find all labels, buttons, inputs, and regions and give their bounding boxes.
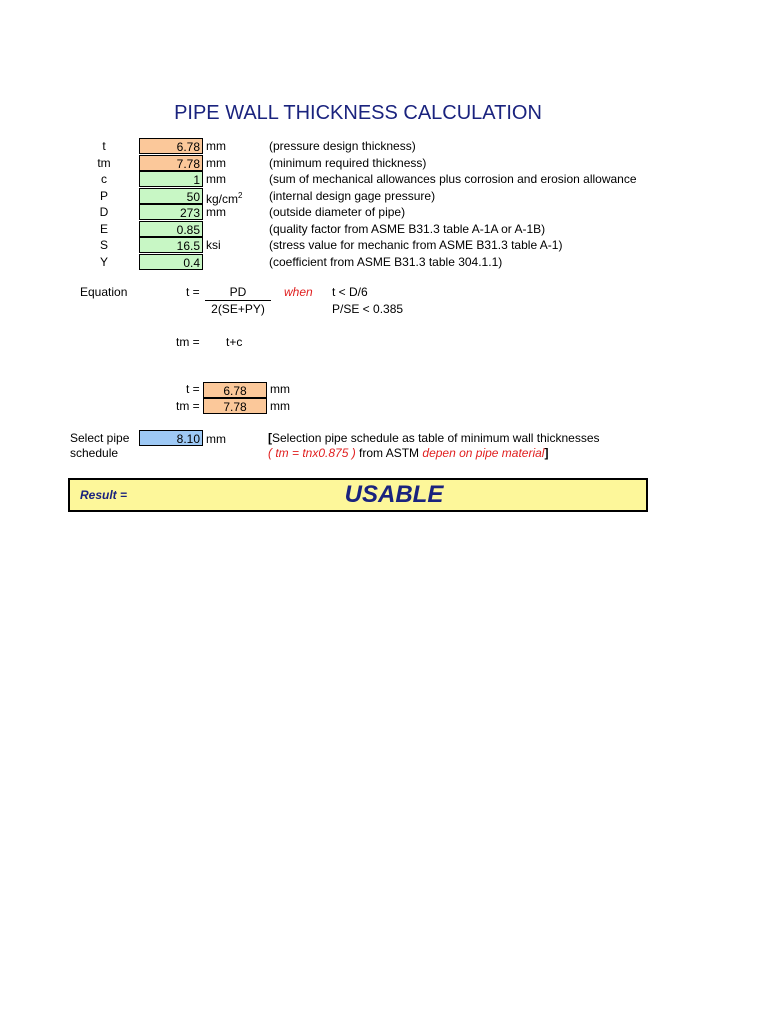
input-value-cell[interactable]: 1: [139, 171, 203, 187]
equation-t-label: t =: [186, 285, 200, 299]
input-description: (stress value for mechanic from ASME B31.3 table A-1): [269, 238, 563, 252]
equation-label: Equation: [80, 285, 128, 299]
input-unit: [206, 155, 226, 171]
input-symbol: D: [99, 205, 109, 219]
tm-formula-note: ( tm = tnx0.875 ): [268, 446, 356, 460]
condition-2: P/SE < 0.385: [332, 302, 404, 316]
result-tm-unit: mm: [270, 399, 290, 413]
input-value-cell[interactable]: 7.78: [139, 155, 203, 171]
result-tm-label: tm =: [176, 399, 200, 413]
result-label: Result =: [80, 488, 128, 502]
equation-denominator: 2(SE+PY): [211, 302, 265, 316]
input-value-cell[interactable]: 273: [139, 204, 203, 220]
input-unit: [206, 171, 226, 187]
input-symbol: Y: [99, 255, 108, 269]
equation-when: when: [284, 285, 313, 299]
input-unit-text: ksi: [206, 238, 221, 252]
input-symbol: S: [99, 238, 108, 252]
input-value-cell[interactable]: 0.4: [139, 254, 203, 270]
equation-tm-expr: t+c: [226, 335, 243, 349]
fraction-line: [205, 300, 271, 301]
selection-note-line2: ( tm = tnx0.875 ) from ASTM depen on pipe material]: [268, 446, 549, 460]
result-tm-cell[interactable]: 7.78: [203, 398, 267, 414]
input-value-cell[interactable]: 50: [139, 188, 203, 204]
input-value-cell[interactable]: 16.5: [139, 237, 203, 253]
input-description: (quality factor from ASME B31.3 table A-1A or A-1B): [269, 222, 546, 236]
input-symbol: E: [99, 222, 108, 236]
result-t-cell[interactable]: 6.78: [203, 382, 267, 398]
selection-note-line1: [Selection pipe schedule as table of minimum wall thicknesses: [268, 431, 600, 445]
select-pipe-input[interactable]: 8.10: [139, 430, 203, 446]
input-symbol: t: [102, 139, 106, 153]
input-description: (pressure design thickness): [269, 139, 416, 153]
input-value-cell[interactable]: 6.78: [139, 138, 203, 154]
input-symbol: tm: [97, 156, 111, 170]
input-unit-text: mm: [206, 139, 226, 153]
input-description: (coefficient from ASME B31.3 table 304.1.1): [269, 255, 503, 269]
input-unit-text: mm: [206, 172, 226, 186]
input-description: (sum of mechanical allowances plus corrosion and erosion allowance: [269, 172, 637, 186]
selection-note-text: Selection pipe schedule as table of minimum wall thicknesses: [272, 431, 600, 445]
equation-tm-label: tm =: [176, 335, 200, 349]
input-unit-text: kg/cm: [206, 192, 239, 206]
equation-numerator: PD: [229, 285, 247, 299]
result-t-unit: mm: [270, 382, 290, 396]
condition-1: t < D/6: [332, 285, 368, 299]
input-unit-superscript: 2: [238, 191, 243, 200]
input-symbol: c: [101, 172, 107, 186]
input-value-cell[interactable]: 0.85: [139, 221, 203, 237]
input-unit: [206, 237, 221, 253]
astm-note: from ASTM: [355, 446, 423, 460]
select-pipe-unit: mm: [206, 432, 226, 446]
input-unit: [206, 138, 226, 154]
input-description: (internal design gage pressure): [269, 189, 436, 203]
result-t-label: t =: [186, 382, 200, 396]
input-unit-text: mm: [206, 156, 226, 170]
input-unit-text: mm: [206, 205, 226, 219]
input-unit: [206, 204, 226, 220]
select-label-line1: Select pipe: [70, 431, 130, 445]
input-description: (minimum required thickness): [269, 156, 427, 170]
page-title: PIPE WALL THICKNESS CALCULATION: [174, 102, 542, 124]
select-label-line2: schedule: [70, 446, 119, 460]
input-symbol: P: [99, 189, 108, 203]
material-note: depen on pipe material: [422, 446, 545, 460]
result-value: USABLE: [344, 481, 444, 508]
input-description: (outside diameter of pipe): [269, 205, 406, 219]
